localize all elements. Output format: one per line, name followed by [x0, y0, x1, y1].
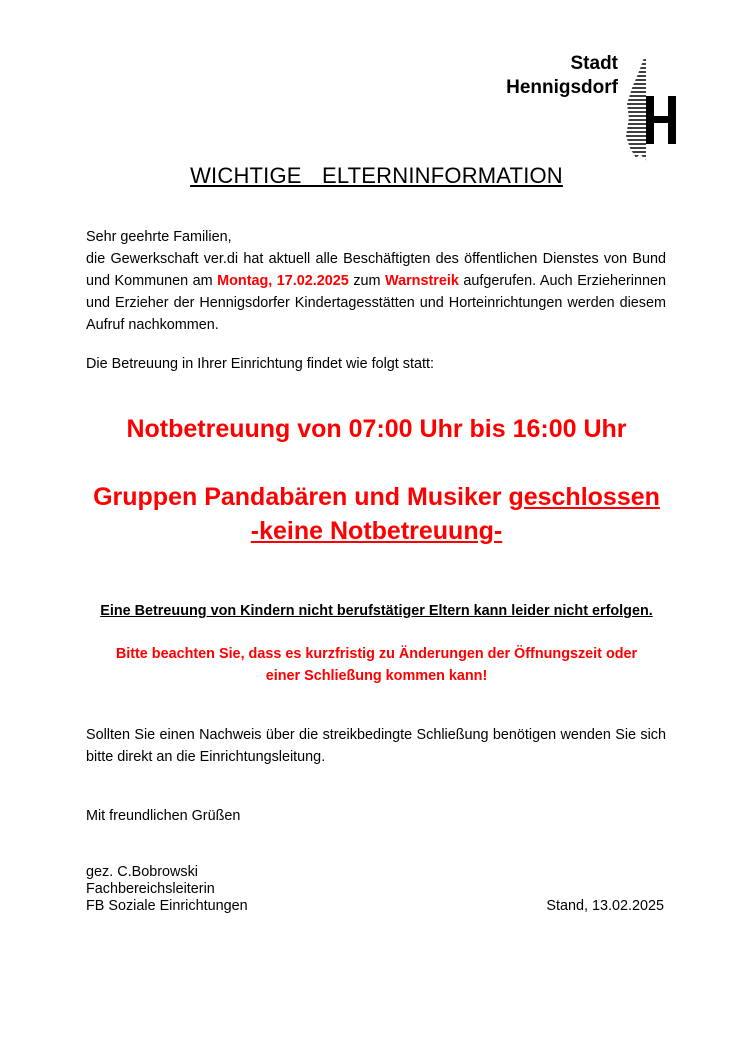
emergency-care-heading: Notbetreuung von 07:00 Uhr bis 16:00 Uhr: [126, 415, 627, 443]
signature-name: gez. C.Bobrowski: [86, 864, 198, 880]
change-notice-line-1: Bitte beachten Sie, dass es kurzfristig zu Änderungen der Öffnungszeit oder: [115, 646, 638, 662]
care-intro: Die Betreuung in Ihrer Einrichtung findet wie folgt statt:: [86, 356, 434, 372]
closing: Mit freundlichen Grüßen: [86, 808, 241, 824]
strike-date: Montag, 17.02.2025: [217, 273, 349, 289]
page-title: WICHTIGE ELTERNINFORMATION: [190, 163, 563, 188]
no-care-notice: Eine Betreuung von Kindern nicht berufstätiger Eltern kann leider nicht erfolgen.: [100, 603, 653, 619]
no-emergency-care: [0, 514, 753, 548]
intro-paragraph: [86, 248, 666, 336]
signature-role: Fachbereichsleiterin: [86, 881, 215, 897]
city-logo-text: [490, 52, 618, 100]
signature-department: FB Soziale Einrichtungen: [86, 898, 248, 914]
no-care-label: -keine Notbetreuung-: [250, 517, 503, 545]
strike-label: Warnstreik: [385, 273, 459, 289]
stand-date: Stand, 13.02.2025: [546, 898, 664, 914]
intro-text-1: die Gewerkschaft ver.di hat aktuell alle Beschäftigten des öffentlichen Dienstes von Bund und Kommunen am: [86, 251, 666, 289]
proof-notice: Sollten Sie einen Nachweis über die streikbedingte Schließung benötigen wenden Sie sich bitte direkt an die Einrichtungsleitung.: [86, 727, 666, 765]
intro-text-3: aufgerufen. Auch Erzieherinnen und Erzieher der Hennigsdorfer Kindertagesstätten und Horteinrichtungen werden diesem Aufruf nachkommen.: [86, 273, 666, 333]
groups-text: Gruppen Pandabären und Musiker: [93, 483, 509, 511]
groups-closed-heading: [0, 480, 753, 514]
closed-label: geschlossen: [508, 483, 660, 511]
change-notice-line-2: einer Schließung kommen kann!: [265, 668, 488, 684]
salutation: Sehr geehrte Familien,: [86, 229, 232, 245]
logo-line-stadt: Stadt: [570, 53, 618, 74]
hennigsdorf-coat-of-arms-icon: [626, 58, 676, 162]
logo-line-hennigsdorf: Hennigsdorf: [506, 77, 618, 98]
intro-text-2: zum: [348, 273, 386, 289]
